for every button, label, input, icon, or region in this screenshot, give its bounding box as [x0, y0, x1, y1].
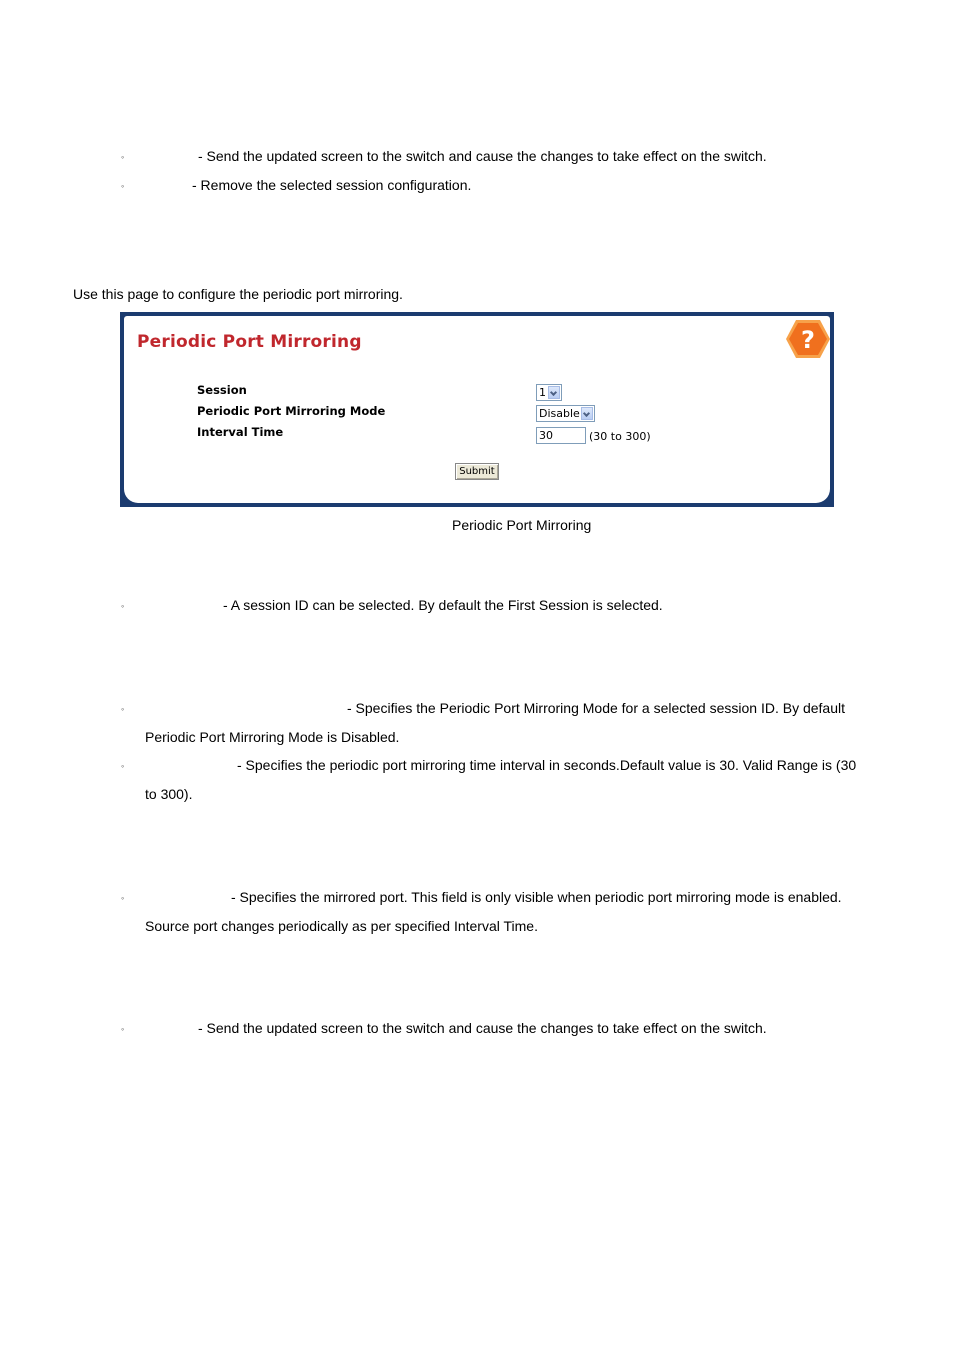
source-port-description-line2: Source port changes periodically as per specified Interval Time.	[145, 918, 538, 934]
interval-time-input[interactable]: 30	[536, 427, 586, 444]
intro-text: Use this page to configure the periodic port mirroring.	[73, 286, 403, 302]
mode-description-line1: - Specifies the Periodic Port Mirroring Mode for a selected session ID. By default	[347, 700, 845, 716]
session-description: - A session ID can be selected. By default the First Session is selected.	[223, 597, 663, 613]
mode-select-value: Disable	[539, 407, 580, 420]
bullet-marker: ◦	[121, 152, 125, 162]
submit-button[interactable]: Submit	[455, 463, 499, 480]
svg-text:?: ?	[801, 326, 815, 354]
mode-description-line2: Periodic Port Mirroring Mode is Disabled.	[145, 729, 400, 745]
chevron-down-icon	[548, 386, 560, 399]
bullet-marker: ◦	[121, 893, 125, 903]
bullet-marker: ◦	[121, 1024, 125, 1034]
mode-select[interactable]	[536, 405, 595, 422]
panel-content	[124, 316, 830, 503]
bullet-marker: ◦	[121, 704, 125, 714]
interval-range-hint: (30 to 300)	[589, 430, 651, 443]
interval-description-line1: - Specifies the periodic port mirroring time interval in seconds.Default value is 30. Valid Range is (30	[237, 757, 857, 773]
session-select[interactable]	[536, 384, 562, 401]
bullet-marker: ◦	[121, 601, 125, 611]
figure-caption: Periodic Port Mirroring	[452, 517, 592, 533]
submit-description-bottom: - Send the updated screen to the switch and cause the changes to take effect on the switch.	[198, 1020, 767, 1036]
mode-label: Periodic Port Mirroring Mode	[197, 404, 386, 418]
screenshot-panel	[120, 312, 834, 507]
bullet-marker: ◦	[121, 761, 125, 771]
submit-description-top: - Send the updated screen to the switch and cause the changes to take effect on the switch.	[198, 148, 767, 164]
help-icon[interactable]	[784, 318, 832, 360]
interval-label: Interval Time	[197, 425, 284, 439]
remove-description: - Remove the selected session configuration.	[192, 177, 472, 193]
session-label: Session	[197, 383, 247, 397]
chevron-down-icon	[581, 407, 593, 420]
interval-description-line2: to 300).	[145, 786, 193, 802]
source-port-description-line1: - Specifies the mirrored port. This field is only visible when periodic port mirroring mode is enabled.	[231, 889, 842, 905]
bullet-marker: ◦	[121, 181, 125, 191]
session-select-value: 1	[539, 386, 546, 399]
page-title: Periodic Port Mirroring	[137, 332, 362, 352]
